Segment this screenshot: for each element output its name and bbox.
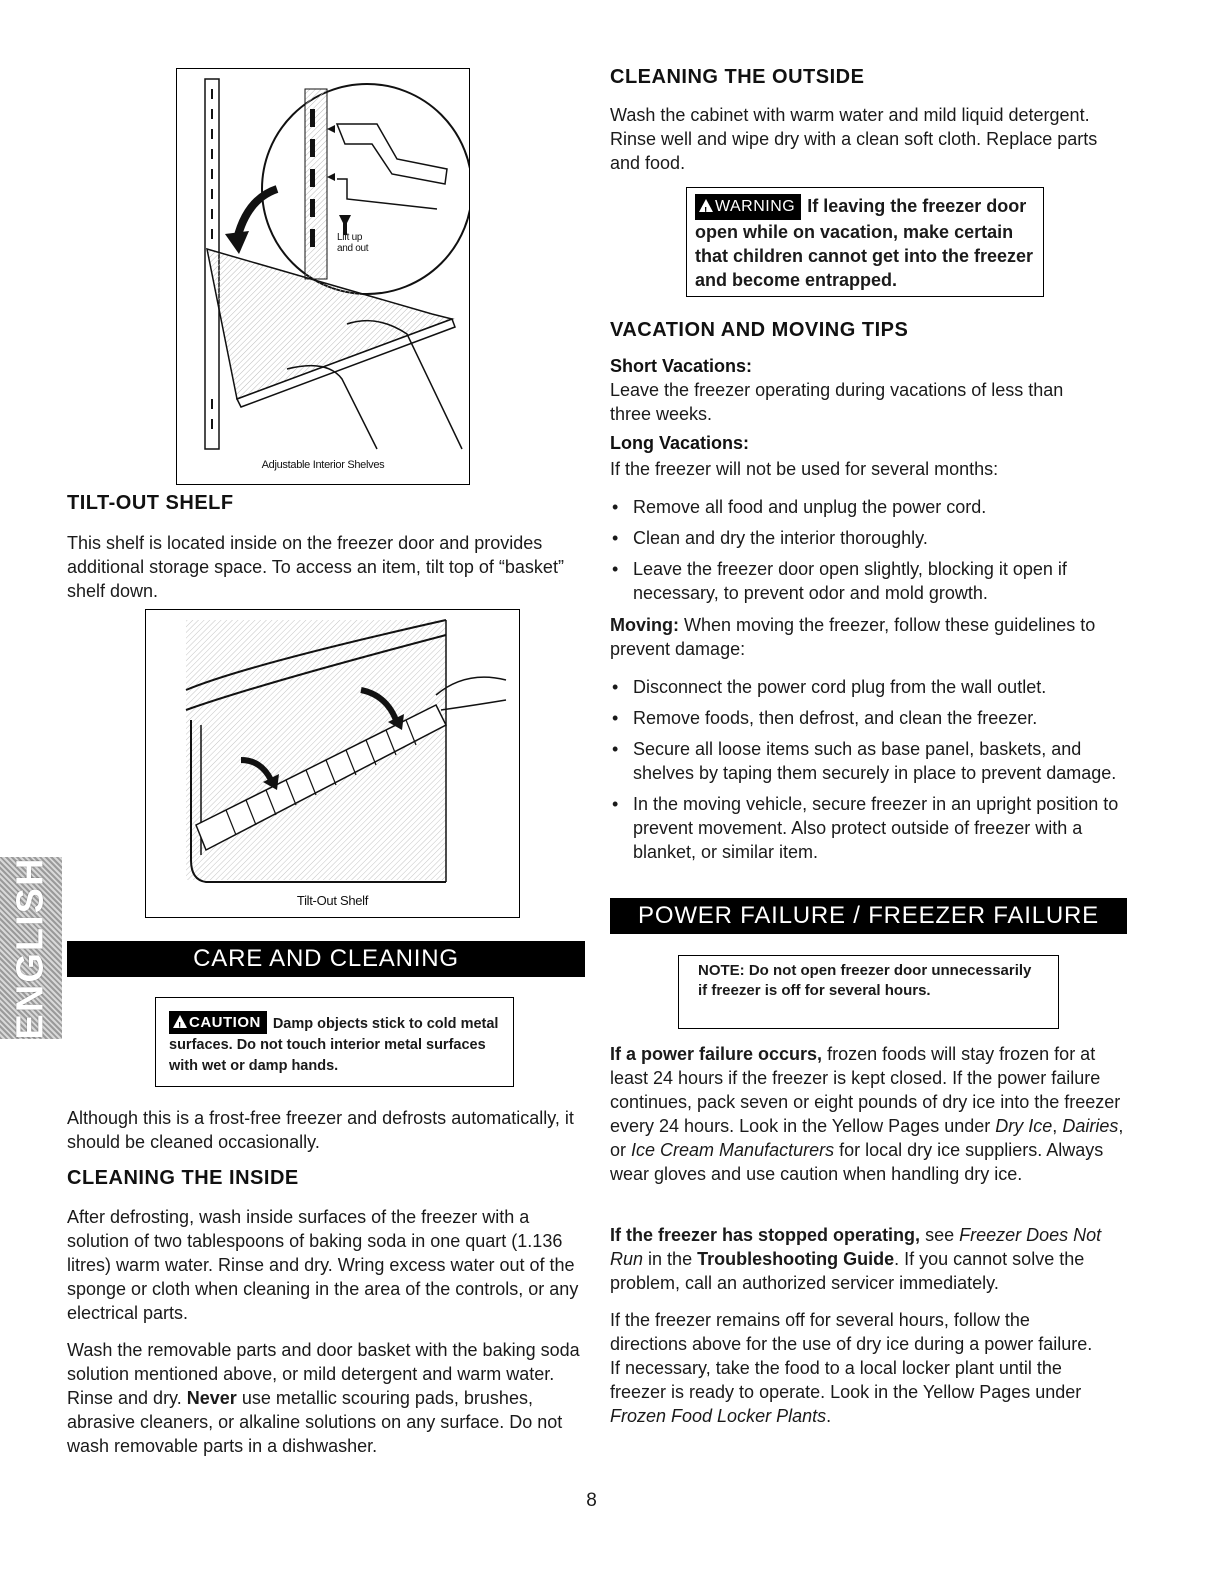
adjustable-shelves-illustration	[177, 69, 469, 464]
power-failure-p3: If the freezer remains off for several hours, follow the directions above for the use of dry ice during a power failure. If necessary, take the food to a local locker plant until the freezer is ready to operate. Look in the Yellow Pages under Frozen Food Locker Plants.	[610, 1310, 1093, 1426]
language-tab-label: ENGLISH	[9, 856, 52, 1040]
language-tab	[0, 857, 62, 1039]
caution-text: Damp objects stick to cold metal surfaces. Do not touch interior metal surfaces with wet or damp hands.	[169, 1016, 499, 1074]
moving-paragraph	[610, 613, 1125, 661]
care-intro: Although this is a frost-free freezer and defrosts automatically, it should be cleaned occasionally.	[67, 1108, 574, 1152]
list-item: • Disconnect the power cord plug from the wall outlet.	[612, 677, 1047, 697]
freezer-does-not-run-ref: Freezer Does Not Run	[610, 1225, 1102, 1269]
short-vacations-body: Leave the freezer operating during vacations of less than three weeks.	[610, 380, 1064, 424]
stopped-operating-lead: If the freezer has stopped operating,	[610, 1225, 921, 1245]
note-text: NOTE: Do not open freezer door unnecessarily if freezer is off for several hours.	[698, 962, 1032, 999]
list-item: • Remove all food and unplug the power cord.	[612, 497, 987, 517]
long-vacations-list	[610, 495, 1120, 605]
caution-badge-label: CAUTION	[189, 1014, 261, 1031]
never-emphasis: Never	[186, 1388, 237, 1408]
long-vacations-title: Long Vacations:	[610, 433, 750, 453]
troubleshooting-guide-ref: Troubleshooting Guide	[697, 1249, 895, 1269]
cleaning-inside-p1: After defrosting, wash inside surfaces of the freezer with a solution of two tablespoons of baking soda in one quart (1.136 litres) warm water. Rinse and dry. Wring excess water out of the sponge or cloth when cleaning in the area of the controls, or any electrical parts.	[67, 1207, 579, 1323]
ice-cream-ref: Ice Cream Manufacturers	[631, 1140, 835, 1160]
care-and-cleaning-title: CARE AND CLEANING	[193, 945, 459, 972]
lift-up-callout	[337, 232, 387, 254]
cleaning-outside-body: Wash the cabinet with warm water and mild liquid detergent. Rinse well and wipe dry with a clean soft cloth. Replace parts and food.	[610, 105, 1098, 173]
vacation-heading: VACATION AND MOVING TIPS	[610, 319, 909, 341]
power-failure-lead: If a power failure occurs,	[610, 1044, 823, 1064]
tilt-out-shelf-illustration	[146, 610, 519, 895]
figure-tilt-out-shelf	[145, 609, 520, 918]
tilt-out-body: This shelf is located inside on the freezer door and provides additional storage space. To access an item, tilt top of “basket” shelf down.	[67, 533, 564, 601]
warning-badge	[695, 194, 801, 220]
note-box	[678, 955, 1059, 1029]
power-failure-title: POWER FAILURE / FREEZER FAILURE	[638, 902, 1099, 929]
warning-badge-label: WARNING	[715, 198, 796, 215]
tilt-out-heading: TILT-OUT SHELF	[67, 492, 234, 514]
cleaning-inside-p2-end: use metallic scouring pads, brushes, abrasive cleaners, or alkaline solutions on any surface. Do not wash removable parts in a dishwasher.	[67, 1388, 563, 1456]
warning-box	[686, 187, 1044, 297]
frozen-food-locker-ref: Frozen Food Locker Plants	[610, 1406, 827, 1426]
list-item: • Remove foods, then defrost, and clean the freezer.	[612, 708, 1038, 728]
list-item: • Clean and dry the interior thoroughly.	[612, 528, 928, 548]
care-and-cleaning-banner	[67, 941, 585, 977]
caution-badge	[169, 1011, 267, 1034]
warning-triangle-icon	[699, 199, 713, 212]
list-item: • Secure all loose items such as base panel, baskets, and shelves by taping them securely in place to prevent damage.	[612, 739, 1117, 783]
power-failure-banner	[610, 898, 1127, 934]
long-vacations-body: If the freezer will not be used for several months:	[610, 459, 999, 479]
list-item: • Leave the freezer door open slightly, blocking it open if necessary, to prevent odor and mold growth.	[612, 559, 1067, 603]
warning-text: If leaving the freezer door open while on vacation, make certain that children cannot get into the freezer and become entrapped.	[695, 196, 1034, 290]
dairies-ref: Dairies	[1062, 1116, 1119, 1136]
cleaning-inside-heading: CLEANING THE INSIDE	[67, 1167, 299, 1189]
page-number: 8	[586, 1490, 597, 1511]
moving-body: When moving the freezer, follow these guidelines to prevent damage:	[610, 615, 1096, 659]
moving-title: Moving:	[610, 615, 679, 635]
dry-ice-ref: Dry Ice	[995, 1116, 1053, 1136]
cleaning-outside-heading: CLEANING THE OUTSIDE	[610, 66, 865, 88]
cleaning-inside-p2	[67, 1338, 587, 1458]
figure-adjustable-shelves	[176, 68, 470, 485]
caution-triangle-icon	[173, 1015, 187, 1028]
figure-tilt-out-shelf-caption: Tilt-Out Shelf	[296, 893, 369, 908]
and-out-label: and out	[337, 243, 369, 254]
cleaning-inside-p2-start: Wash the removable parts and door basket with the baking soda solution mentioned above, or mild detergent and warm water. Rinse and dry.	[67, 1340, 580, 1408]
figure-adjustable-shelves-caption: Adjustable Interior Shelves	[261, 459, 385, 471]
caution-box	[155, 997, 514, 1087]
moving-list	[610, 675, 1125, 864]
power-failure-p2: If the freezer has stopped operating, see Freezer Does Not Run in the Troubleshooting Guide. If you cannot solve the problem, call an authorized servicer immediately.	[610, 1225, 1102, 1293]
power-failure-p1: If a power failure occurs, frozen foods will stay frozen for at least 24 hours if the freezer is kept closed. If the power failure continues, pack seven or eight pounds of dry ice into the freezer every 24 hours. Look in the Yellow Pages under Dry Ice, Dairies, or Ice Cream Manufacturers for local dry ice suppliers. Always wear gloves and use caution when handling dry ice.	[610, 1044, 1124, 1184]
list-item: • In the moving vehicle, secure freezer in an upright position to prevent movement. Also protect outside of freezer with a blanket, or similar item.	[612, 794, 1119, 862]
lift-up-label: Lift up	[337, 232, 363, 243]
short-vacations-title: Short Vacations:	[610, 356, 753, 376]
